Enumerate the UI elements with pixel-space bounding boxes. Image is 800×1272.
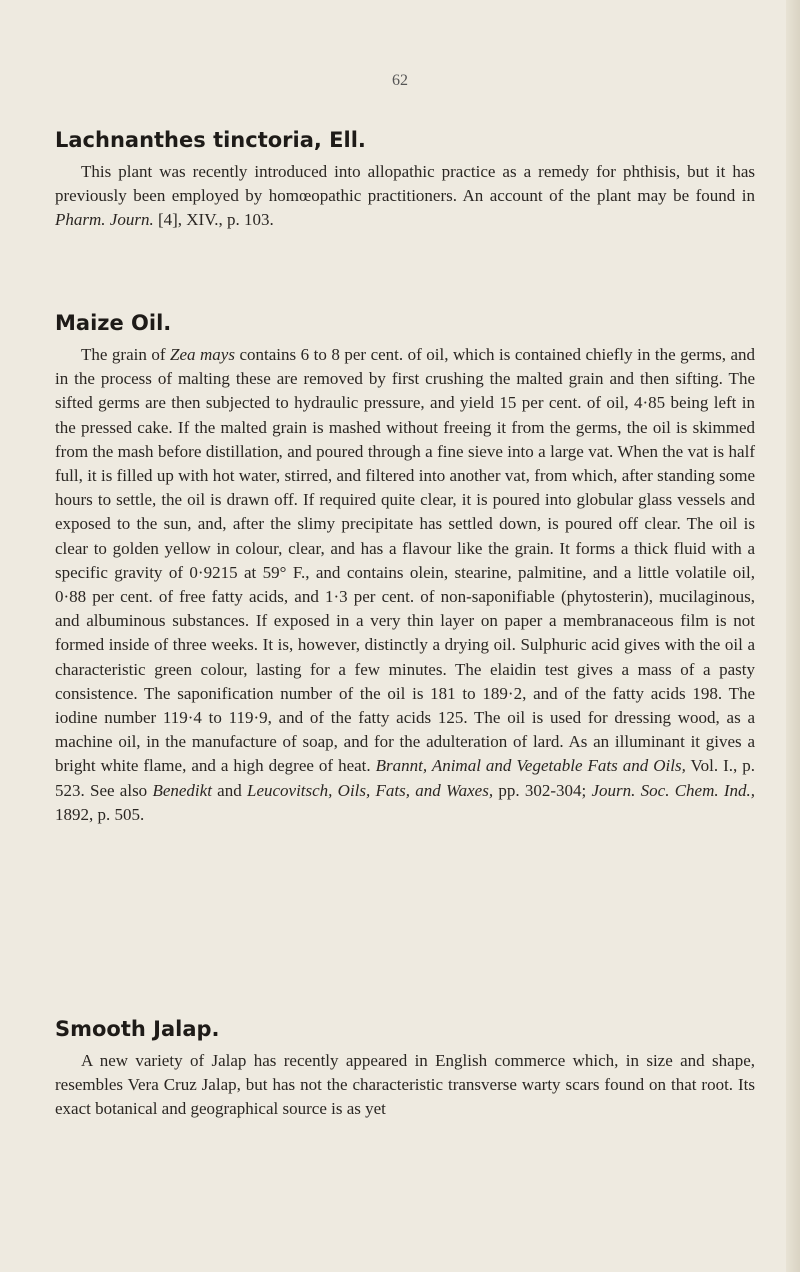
italic-text-run: Journ. Soc. Chem. Ind., <box>591 780 756 800</box>
section-heading: Maize Oil. <box>55 311 172 335</box>
italic-text-run: Zea mays <box>170 345 235 364</box>
page-number: 62 <box>392 72 408 89</box>
section-paragraph <box>55 1049 755 1122</box>
text-run: The grain of <box>81 345 171 364</box>
italic-text-run: Benedikt <box>152 780 212 800</box>
text-run: [4], XIV., p. 103. <box>153 210 274 230</box>
section-heading: Smooth Jalap. <box>55 1017 220 1041</box>
section-paragraph <box>55 160 755 233</box>
section-maize-oil <box>55 311 755 827</box>
text-run: A new variety of Jalap has recently appeared in English commerce which, in size and shape, resembles Vera Cruz Jalap, but has not the characteristic transverse warty scars found on that root. Its exact botanical and geographical source is as yet <box>55 1051 755 1119</box>
italic-text-run: Brannt, Animal and Vegetable Fats and Oils, <box>375 756 686 776</box>
section-lachnanthes <box>55 128 755 233</box>
text-run: Vol. I., p. 523. See also <box>55 756 755 800</box>
italic-text-run: Pharm. Journ. <box>55 210 154 230</box>
section-heading: Lachnanthes tinctoria, Ell. <box>55 128 366 152</box>
text-run: This plant was recently introduced into allopathic practice as a remedy for phthisis, but it has previously been employed by homœopathic practitioners. An account of the plant may be found in <box>55 162 755 206</box>
page-edge <box>786 0 800 1272</box>
text-run: contains 6 to 8 per cent. of oil, which is contained chiefly in the germs, and in the process of malting these are removed by first crushing the malted grain and then sifting. The sifted germs are then subjected to hydraulic pressure, and yield 15 per cent. of oil, 4·85 being left in the pressed cake. If the malted grain is mashed without freeing it from the germs, the oil is skimmed from the mash before distillation, and poured through a fine sieve into a large vat. When the vat is half full, it is filled up with hot water, stirred, and filtered into another vat, from which, after standing some hours to settle, the oil is drawn off. If required quite clear, it is poured into globular glass vessels and exposed to the sun, and, after the slimy precipitate has settled down, is poured off clear. The oil is clear to golden yellow in colour, clear, and has a flavour like the grain. It forms a thick fluid with a specific gravity of 0·9215 at 59° F., and contains olein, stearine, palmitine, and a little volatile oil, 0·88 per cent. of free fatty acids, and 1·3 per cent. of non-saponifiable (phytosterin), mucilaginous, and albuminous substances. If exposed in a very thin layer on paper a membranaceous film is not formed inside of three weeks. It is, however, distinctly a drying oil. Sulphuric acid gives with the oil a characteristic green colour, lasting for a few minutes. The elaidin test gives a mass of a pasty consistence. The saponification number of the oil is 181 to 189·2, and of the fatty acids 198. The iodine number 119·4 to 119·9, and of the fatty acids 125. The oil is used for dressing wood, as a machine oil, in the manufacture of soap, and for the adulteration of lard. As an illuminant it gives a bright white flame, and a high degree of heat. <box>55 345 755 776</box>
text-run: and <box>211 780 247 800</box>
italic-text-run: Leucovitsch, Oils, Fats, and Waxes, <box>246 780 494 800</box>
text-run: 1892, p. 505. <box>55 804 145 824</box>
section-paragraph <box>55 343 755 827</box>
text-run: pp. 302-304; <box>493 780 592 800</box>
section-smooth-jalap <box>55 1017 755 1122</box>
